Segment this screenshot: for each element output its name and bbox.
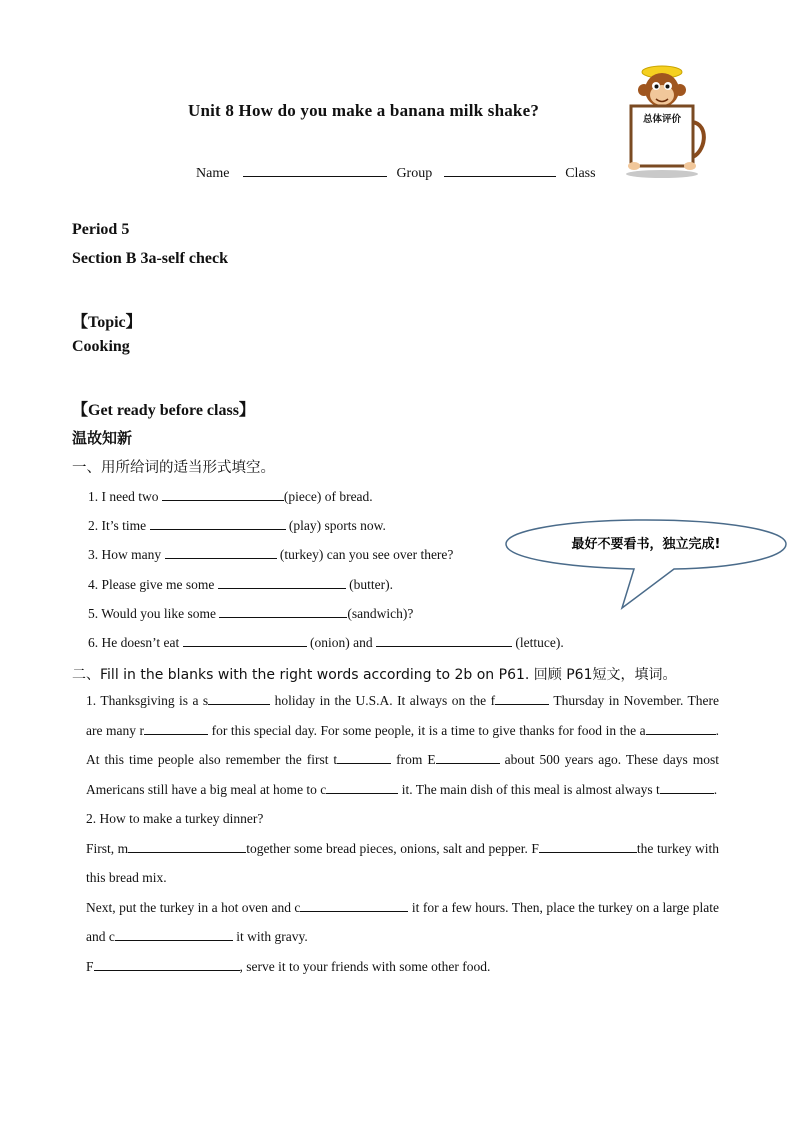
part1-item-2: 2. It’s time (play) sports now.: [88, 518, 386, 533]
answer-blank[interactable]: [337, 751, 391, 764]
badge-text: 总体评价: [642, 114, 682, 125]
ready-heading: 【Get ready before class】: [72, 402, 255, 419]
name-field[interactable]: [243, 164, 387, 177]
part1-item-5: 5. Would you like some (sandwich)?: [88, 606, 414, 621]
bubble-text: 最好不要看书，独立完成!: [571, 537, 721, 552]
student-info-line: [196, 164, 596, 182]
answer-blank[interactable]: [144, 722, 208, 735]
part1-item-6: 6. He doesn’t eat (onion) and (lettuce).: [88, 635, 564, 650]
answer-blank[interactable]: [436, 751, 500, 764]
part2-paragraph-1: 1. Thanksgiving is a s holiday in the U.S.A. It always on the f Thursday in November. There are many r for this special day. For some people, it is a time to give thanks for food in the a . At this time people also remember the first t from E about 500 years ago. These days most Americans still have a big meal at home to c it. The main dish of this meal is almost always t . 2. How to make a turkey dinner? First, m together some bread pieces, onions, salt and pepper. F the turkey with this bread mix. Next, put the turkey in a hot oven and c it for a few hours. Then, place the turkey on a large plate and c it with gravy. F , serve it to your friends with some other food.: [86, 693, 720, 974]
monkey-evaluation-badge: [618, 62, 708, 180]
topic-text: Cooking: [72, 338, 130, 355]
answer-blank[interactable]: [150, 517, 286, 530]
part2-question-2: 2. How to make a turkey dinner?: [86, 811, 264, 826]
answer-blank[interactable]: [218, 576, 346, 589]
answer-blank[interactable]: [208, 692, 270, 705]
part2-heading: 二、Fill in the blanks with the right words according to 2b on P61. 回顾 P61短文，填词。: [72, 667, 677, 683]
name-label: Name: [196, 166, 230, 181]
answer-blank[interactable]: [183, 634, 307, 647]
topic-heading: 【Topic】: [72, 314, 142, 331]
answer-blank[interactable]: [646, 722, 716, 735]
group-label: Group: [396, 166, 433, 181]
answer-blank[interactable]: [495, 692, 549, 705]
part1-item-3: 3. How many (turkey) can you see over there?: [88, 547, 454, 562]
group-field[interactable]: [444, 164, 556, 177]
answer-blank[interactable]: [219, 605, 347, 618]
answer-blank[interactable]: [162, 488, 284, 501]
answer-blank[interactable]: [128, 840, 246, 853]
answer-blank[interactable]: [115, 928, 233, 941]
part1-item-4: 4. Please give me some (butter).: [88, 577, 393, 592]
answer-blank[interactable]: [326, 781, 398, 794]
answer-blank[interactable]: [376, 634, 512, 647]
answer-blank[interactable]: [165, 546, 277, 559]
speech-bubble: [504, 518, 788, 612]
review-heading: 温故知新: [72, 429, 133, 447]
answer-blank[interactable]: [300, 899, 408, 912]
page-title: Unit 8 How do you make a banana milk shake?: [188, 101, 540, 120]
section-label: Section B 3a-self check: [72, 250, 228, 267]
answer-blank[interactable]: [539, 840, 637, 853]
period-label: Period 5: [72, 221, 130, 238]
part1-heading: 一、用所给词的适当形式填空。: [72, 460, 275, 476]
answer-blank[interactable]: [94, 958, 240, 971]
answer-blank[interactable]: [660, 781, 714, 794]
class-label: Class: [565, 166, 596, 181]
part1-item-1: 1. I need two (piece) of bread.: [88, 489, 373, 504]
